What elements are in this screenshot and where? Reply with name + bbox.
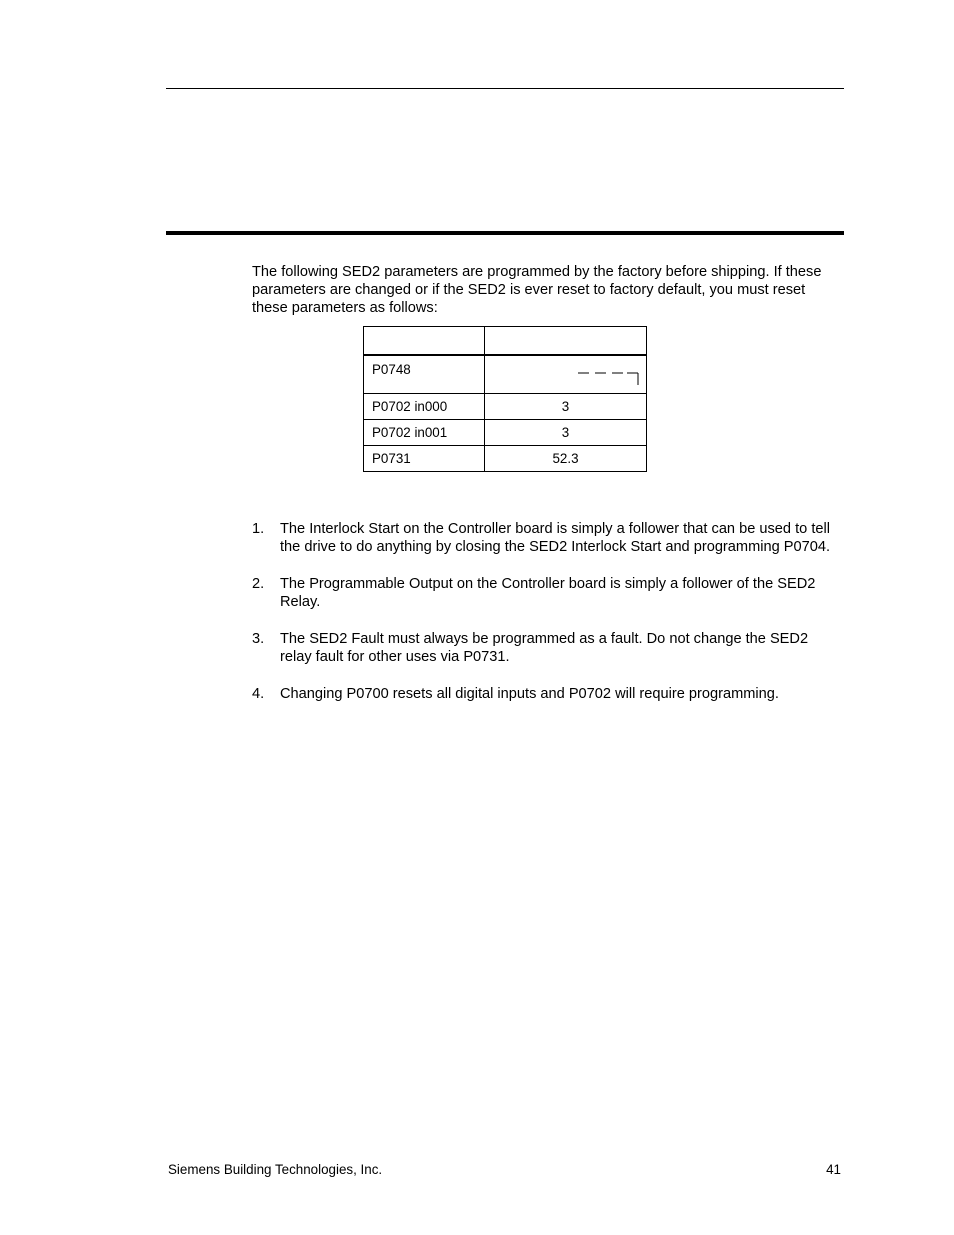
list-item [252, 630, 842, 666]
list-item-text: Changing P0700 resets all digital inputs and P0702 will require programming. [280, 686, 779, 702]
value-cell [485, 355, 647, 394]
value-cell: 52.3 [485, 446, 647, 472]
list-item [252, 520, 842, 556]
parameter-cell: P0731 [364, 446, 485, 472]
relay-contact-symbol-icon [578, 369, 640, 385]
table-row [364, 420, 647, 446]
list-item-number: 4. [252, 686, 265, 702]
footer-company: Siemens Building Technologies, Inc. [168, 1162, 383, 1177]
list-item-number: 1. [252, 521, 265, 537]
section-heading-rule [166, 231, 844, 235]
list-item-text: The Interlock Start on the Controller board is simply a follower that can be used to tell the drive to do anything by closing the SED2 Interlock Start and programming P0704. [280, 521, 831, 555]
parameter-cell: P0702 in001 [364, 420, 485, 446]
value-cell: 3 [485, 394, 647, 420]
parameter-table [363, 326, 647, 472]
value-cell: 3 [485, 420, 647, 446]
header-cell-value [485, 327, 647, 356]
header-rule [166, 88, 844, 89]
list-item-number: 3. [252, 631, 265, 647]
parameter-cell: P0748 [364, 355, 485, 394]
list-item [252, 685, 842, 703]
table-row [364, 355, 647, 394]
list-item [252, 575, 842, 611]
list-item-number: 2. [252, 576, 265, 592]
table-header-row [364, 327, 647, 356]
intro-paragraph: The following SED2 parameters are programmed by the factory before shipping. If these parameters are changed or if the SED2 is ever reset to factory default, you must reset these parameters as follows: [252, 264, 822, 316]
table-row [364, 394, 647, 420]
parameter-cell: P0702 in000 [364, 394, 485, 420]
header-cell-parameter [364, 327, 485, 356]
notes-list [252, 520, 842, 722]
list-item-text: The SED2 Fault must always be programmed as a fault. Do not change the SED2 relay fault for other uses via P0731. [280, 631, 809, 665]
footer-page-number: 41 [826, 1162, 841, 1177]
list-item-text: The Programmable Output on the Controller board is simply a follower of the SED2 Relay. [280, 576, 816, 610]
table-row [364, 446, 647, 472]
